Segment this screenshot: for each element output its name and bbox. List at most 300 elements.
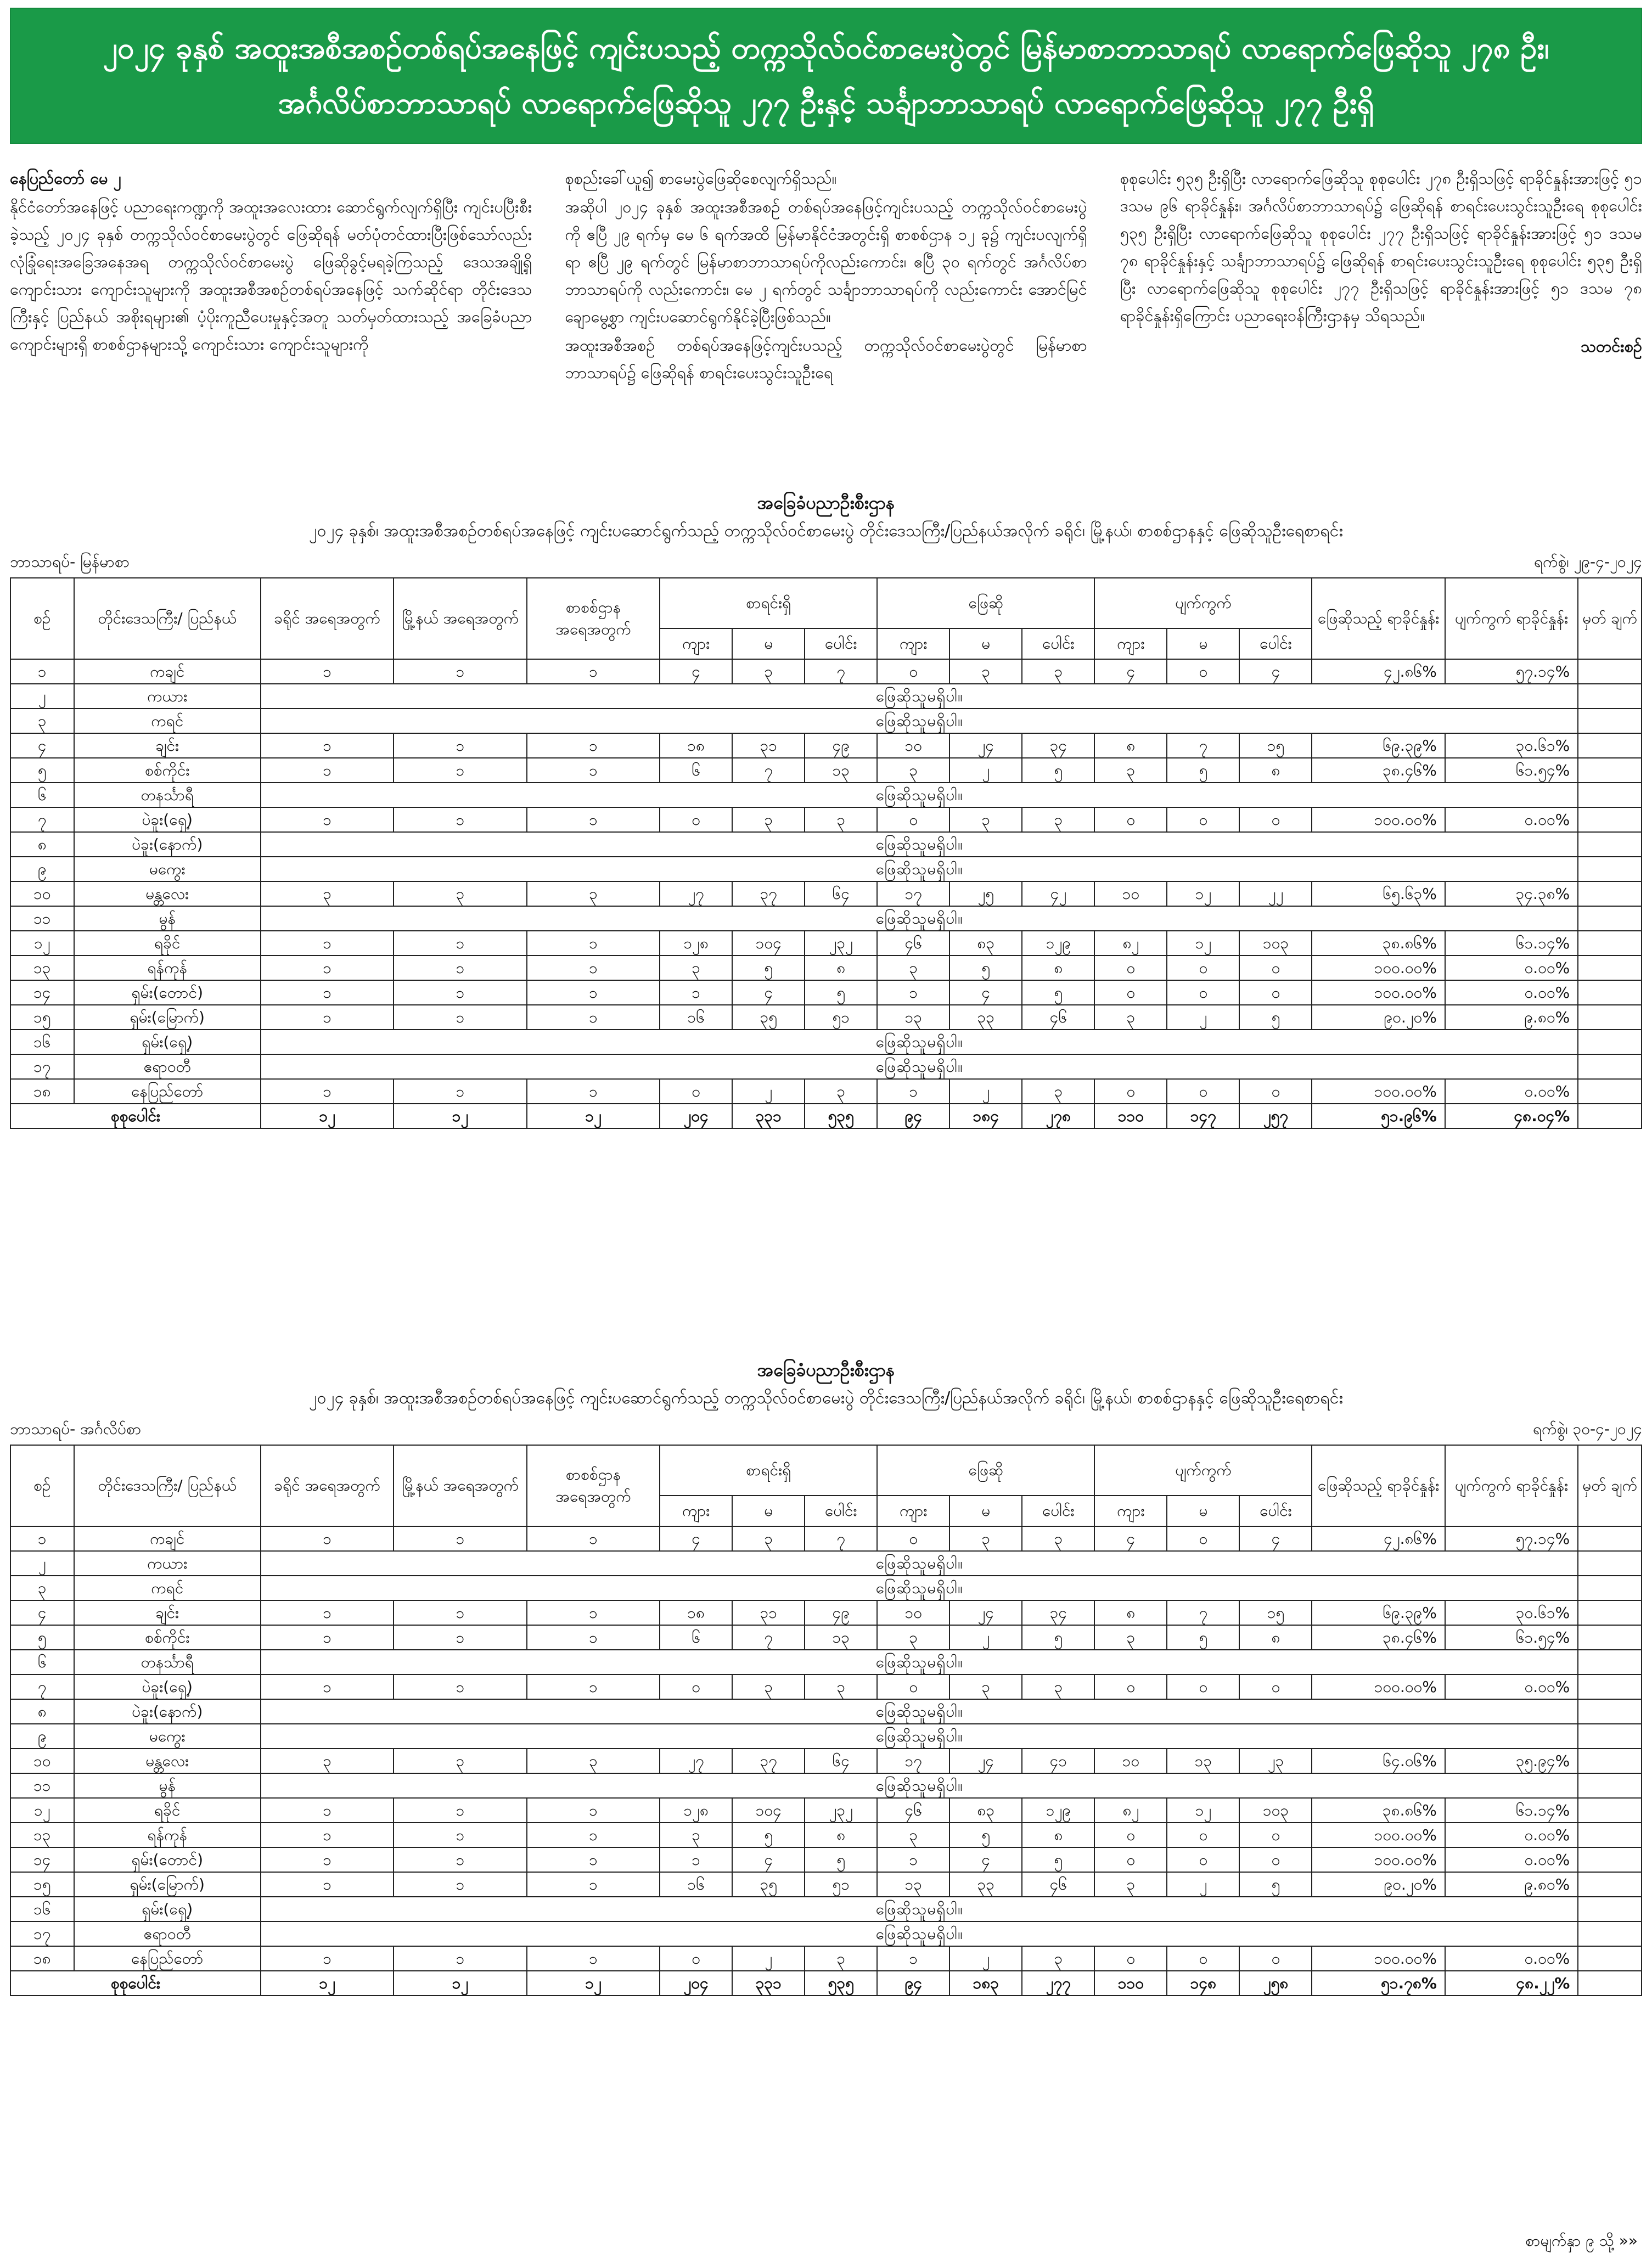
cell-rt: ၄၉ <box>805 1600 877 1625</box>
exam-date: ရက်စွဲ၊ ၃၀-၄-၂၀၂၄ <box>1532 1420 1642 1438</box>
table-row <box>10 931 1642 956</box>
total-rm: ၂၀၄ <box>660 1971 732 1996</box>
absent-percent: ၆၁.၅၄% <box>1445 1625 1578 1650</box>
remark-cell <box>1578 659 1642 684</box>
region-name: ရှမ်း(တောင်) <box>74 1847 261 1872</box>
row-number: ၅ <box>10 758 74 783</box>
cell-rt: ၃ <box>805 1674 877 1699</box>
sat-percent: ၃၈.၄၆% <box>1312 1625 1445 1650</box>
header-no: စဉ် <box>10 1445 74 1526</box>
absent-percent: ၃၀.၆၁% <box>1445 733 1578 758</box>
cell-rm: ၀ <box>660 1946 732 1971</box>
cell-rm: ၀ <box>660 807 732 832</box>
row-number: ၁၈ <box>10 1079 74 1104</box>
total-am: ၁၁၀ <box>1094 1104 1167 1128</box>
headline-banner <box>10 8 1642 144</box>
results-table <box>10 1445 1642 1996</box>
region-name: မကွေး <box>74 1724 261 1749</box>
header-row <box>10 1445 1642 1496</box>
remark-cell <box>1578 931 1642 956</box>
row-number: ၂ <box>10 1551 74 1576</box>
article-paragraph: အဆိုပါ ၂၀၂၄ ခုနှစ် အထူးအစီအစဉ် တစ်ရပ်အနေဖြင့်ကျင်းပသည့် တက္ကသိုလ်ဝင်စာမေးပွဲကို ဧပြီ ၂၉ ရက်မှ မေ ၆ ရက်အထိ မြန်မာနိုင်ငံအတွင်းရှိ စာစစ်ဌာန ၁၂ ခု၌ ကျင်းပလျက်ရှိရာ ဧပြီ ၂၉ ရက်တွင် မြန်မာစာဘာသာရပ်ကိုလည်းကောင်း၊ ဧပြီ ၃၀ ရက်တွင် အင်္ဂလိပ်စာဘာသာရပ်ကို လည်းကောင်း၊ မေ ၂ ရက်တွင် သင်္ချာဘာသာရပ်ကို လည်းကောင်း အောင်မြင်ချောမွေ့စွာ ကျင်းပဆောင်ရွက်နိုင်ခဲ့ပြီးဖြစ်သည်။ <box>565 198 1087 326</box>
table-row <box>10 1749 1642 1773</box>
cell-rm: ၆ <box>660 758 732 783</box>
header-registered: စာရင်းရှိ <box>660 1445 877 1496</box>
cell-c: ၁ <box>527 1526 660 1551</box>
region-name: ရှမ်း(ရှေ့) <box>74 1030 261 1054</box>
remark-cell <box>1578 1674 1642 1699</box>
cell-rt: ၃ <box>805 1946 877 1971</box>
cell-d: ၁ <box>261 1946 394 1971</box>
table-row <box>10 1576 1642 1600</box>
region-name: မကွေး <box>74 857 261 881</box>
cell-am: ၀ <box>1094 807 1167 832</box>
region-name: ကယား <box>74 684 261 709</box>
region-name: ကချင် <box>74 1526 261 1551</box>
cell-am: ၈ <box>1094 733 1167 758</box>
table-row <box>10 956 1642 980</box>
cell-af: ၀ <box>1167 659 1239 684</box>
cell-af: ၂ <box>1167 1005 1239 1030</box>
header-absent-percent: ပျက်ကွက် ရာခိုင်နှုန်း <box>1445 578 1578 659</box>
cell-af: ၀ <box>1167 1526 1239 1551</box>
absent-percent: ၀.၀၀% <box>1445 1847 1578 1872</box>
remark-cell <box>1578 956 1642 980</box>
row-number: ၁၅ <box>10 1005 74 1030</box>
region-name: ပဲခူး(နောက်) <box>74 1699 261 1724</box>
no-examinee-note: ဖြေဆိုသူမရှိပါ။ <box>261 1650 1578 1674</box>
article-paragraph: နိုင်ငံတော်အနေဖြင့် ပညာရေးကဏ္ဍကို အထူးအလေးထား ဆောင်ရွက်လျက်ရှိပြီး ကျင်းပပြီးစီးခဲ့သည့် ၂၀၂၄ ခုနှစ် တက္ကသိုလ်ဝင်စာမေးပွဲတွင် ဖြေဆိုရန် မတ်ပုံတင်ထားပြီးဖြစ်သော်လည်း လုံခြုံရေးအခြေအနေအရ တက္ကသိုလ်ဝင်စာမေးပွဲ ဖြေဆိုခွင့်မရခဲ့ကြသည့် ဒေသအချို့ရှိ ကျောင်းသား ကျောင်းသူများကို အထူးအစီအစဉ်တစ်ရပ်အနေဖြင့် သက်ဆိုင်ရာ တိုင်းဒေသကြီးနှင့် ပြည်နယ် အစိုးရများ၏ ပံ့ပိုးကူညီပေးမှုနှင့်အတူ သတ်မှတ်ထားသည့် အခြေခံပညာ ကျောင်းများရှိ စာစစ်ဌာနများသို့ ကျောင်းသား ကျောင်းသူများကို <box>10 198 532 353</box>
cell-at: ၂၂ <box>1239 881 1312 906</box>
region-name: ပဲခူး(ရှေ့) <box>74 1674 261 1699</box>
header-male: ကျား <box>660 1496 732 1526</box>
cell-sf: ၃ <box>949 1526 1022 1551</box>
cell-d: ၁ <box>261 980 394 1005</box>
cell-at: ၀ <box>1239 1079 1312 1104</box>
region-name: စစ်ကိုင်း <box>74 1625 261 1650</box>
cell-c: ၁ <box>527 758 660 783</box>
sat-percent: ၆၉.၃၉% <box>1312 733 1445 758</box>
table-caption: ၂၀၂၄ ခုနှစ်၊ အထူးအစီအစဉ်တစ်ရပ်အနေဖြင့် ကျင်းပဆောင်ရွက်သည့် တက္ကသိုလ်ဝင်စာမေးပွဲ တိုင်းဒေသကြီး/ပြည်နယ်အလိုက် ခရိုင်၊ မြို့နယ်၊ စာစစ်ဌာနနှင့် ဖြေဆိုသူဦးရေစာရင်း <box>309 521 1343 541</box>
cell-sf: ၂၄ <box>949 733 1022 758</box>
remark-cell <box>1578 1921 1642 1946</box>
row-number: ၁ <box>10 1526 74 1551</box>
remark-cell <box>1578 1946 1642 1971</box>
no-examinee-note: ဖြေဆိုသူမရှိပါ။ <box>261 1551 1578 1576</box>
cell-d: ၁ <box>261 931 394 956</box>
cell-at: ၀ <box>1239 1674 1312 1699</box>
region-name: ရှမ်း(ရှေ့) <box>74 1897 261 1921</box>
cell-sm: ၁၇ <box>877 1749 949 1773</box>
row-number: ၁၆ <box>10 1030 74 1054</box>
cell-at: ၀ <box>1239 807 1312 832</box>
cell-st: ၃၄ <box>1022 733 1094 758</box>
remark-cell <box>1578 1551 1642 1576</box>
cell-st: ၃ <box>1022 1079 1094 1104</box>
region-name: ကရင် <box>74 1576 261 1600</box>
cell-at: ၅ <box>1239 1872 1312 1897</box>
region-name: နေပြည်တော် <box>74 1946 261 1971</box>
cell-t: ၁ <box>394 980 526 1005</box>
cell-d: ၁ <box>261 1798 394 1823</box>
row-number: ၁၃ <box>10 956 74 980</box>
cell-af: ၀ <box>1167 807 1239 832</box>
cell-d: ၁ <box>261 1674 394 1699</box>
header-female: မ <box>949 1496 1022 1526</box>
row-number: ၄ <box>10 1600 74 1625</box>
cell-c: ၁ <box>527 1005 660 1030</box>
cell-rf: ၁၀၄ <box>732 931 805 956</box>
remark-cell <box>1578 1005 1642 1030</box>
cell-af: ၅ <box>1167 1625 1239 1650</box>
cell-af: ၀ <box>1167 956 1239 980</box>
cell-am: ၄ <box>1094 1526 1167 1551</box>
total-at: ၂၅၇ <box>1239 1104 1312 1128</box>
cell-sf: ၅ <box>949 956 1022 980</box>
cell-af: ၁၂ <box>1167 881 1239 906</box>
cell-d: ၁ <box>261 1847 394 1872</box>
no-examinee-note: ဖြေဆိုသူမရှိပါ။ <box>261 1030 1578 1054</box>
row-number: ၁၆ <box>10 1897 74 1921</box>
dateline: နေပြည်တော် မေ ၂ <box>10 169 121 188</box>
cell-rm: ၁၂၈ <box>660 931 732 956</box>
cell-af: ၀ <box>1167 980 1239 1005</box>
cell-st: ၁၂၉ <box>1022 1798 1094 1823</box>
region-name: တနင်္သာရီ <box>74 783 261 807</box>
header-male: ကျား <box>877 1496 949 1526</box>
cell-d: ၁ <box>261 1823 394 1847</box>
table-row <box>10 1054 1642 1079</box>
remark-cell <box>1578 709 1642 733</box>
region-name: ကချင် <box>74 659 261 684</box>
table-row <box>10 1773 1642 1798</box>
header-male: ကျား <box>1094 628 1167 659</box>
total-rt: ၅၃၅ <box>805 1104 877 1128</box>
cell-sm: ၃ <box>877 758 949 783</box>
no-examinee-note: ဖြေဆိုသူမရှိပါ။ <box>261 1724 1578 1749</box>
cell-rt: ၃ <box>805 807 877 832</box>
absent-percent: ၀.၀၀% <box>1445 1823 1578 1847</box>
cell-sm: ၁၃ <box>877 1872 949 1897</box>
cell-d: ၁ <box>261 758 394 783</box>
sat-percent: ၁၀၀.၀၀% <box>1312 1847 1445 1872</box>
row-number: ၇ <box>10 1674 74 1699</box>
cell-rf: ၃ <box>732 1526 805 1551</box>
table-meta <box>10 1416 1642 1442</box>
cell-t: ၁ <box>394 1798 526 1823</box>
cell-am: ၃ <box>1094 1005 1167 1030</box>
total-row <box>10 1104 1642 1128</box>
table-row <box>10 684 1642 709</box>
sat-percent: ၁၀၀.၀၀% <box>1312 1823 1445 1847</box>
cell-af: ၀ <box>1167 1079 1239 1104</box>
region-name: ရှမ်း(မြောက်) <box>74 1005 261 1030</box>
cell-t: ၃ <box>394 1749 526 1773</box>
article-column-3 <box>1120 165 1642 472</box>
region-name: ကရင် <box>74 709 261 733</box>
no-examinee-note: ဖြေဆိုသူမရှိပါ။ <box>261 783 1578 807</box>
sat-percent: ၁၀၀.၀၀% <box>1312 980 1445 1005</box>
subject-label: ဘာသာရပ်- အင်္ဂလိပ်စာ <box>10 1420 142 1438</box>
total-absent-percent: ၄၈.၀၄% <box>1445 1104 1578 1128</box>
table-row <box>10 1551 1642 1576</box>
total-t: ၁၂ <box>394 1104 526 1128</box>
cell-sm: ၁၃ <box>877 1005 949 1030</box>
cell-d: ၁ <box>261 956 394 980</box>
row-number: ၁၄ <box>10 980 74 1005</box>
total-sf: ၁၈၃ <box>949 1971 1022 1996</box>
header-absent: ပျက်ကွက် <box>1094 578 1312 628</box>
cell-rm: ၁၈ <box>660 1600 732 1625</box>
cell-c: ၁ <box>527 956 660 980</box>
no-examinee-note: ဖြေဆိုသူမရှိပါ။ <box>261 1921 1578 1946</box>
cell-am: ၁၀ <box>1094 1749 1167 1773</box>
row-number: ၇ <box>10 807 74 832</box>
cell-rt: ၅ <box>805 1847 877 1872</box>
remark-cell <box>1578 783 1642 807</box>
cell-t: ၁ <box>394 1872 526 1897</box>
cell-am: ၀ <box>1094 980 1167 1005</box>
total-sm: ၉၄ <box>877 1104 949 1128</box>
region-name: မန္တလေး <box>74 881 261 906</box>
header-total: ပေါင်း <box>1022 1496 1094 1526</box>
cell-sf: ၃၃ <box>949 1005 1022 1030</box>
region-name: ရခိုင် <box>74 1798 261 1823</box>
header-region: တိုင်းဒေသကြီး/ ပြည်နယ် <box>74 578 261 659</box>
cell-rf: ၁၀၄ <box>732 1798 805 1823</box>
cell-at: ၁၅ <box>1239 1600 1312 1625</box>
cell-c: ၁ <box>527 1600 660 1625</box>
remark-cell <box>1578 906 1642 931</box>
article-column-1 <box>10 165 532 472</box>
subject-label: ဘာသာရပ်- မြန်မာစာ <box>10 553 130 571</box>
table-body <box>10 659 1642 1128</box>
cell-af: ၀ <box>1167 1946 1239 1971</box>
header-sat: ဖြေဆို <box>877 578 1094 628</box>
sat-percent: ၁၀၀.၀၀% <box>1312 1674 1445 1699</box>
row-number: ၉ <box>10 1724 74 1749</box>
row-number: ၁၇ <box>10 1921 74 1946</box>
remark-cell <box>1578 1625 1642 1650</box>
no-examinee-note: ဖြေဆိုသူမရှိပါ။ <box>261 832 1578 857</box>
cell-am: ၃ <box>1094 758 1167 783</box>
table-row <box>10 709 1642 733</box>
region-name: တနင်္သာရီ <box>74 1650 261 1674</box>
region-name: ချင်း <box>74 733 261 758</box>
cell-rf: ၃၁ <box>732 1600 805 1625</box>
cell-d: ၁ <box>261 1079 394 1104</box>
cell-rf: ၃၅ <box>732 1872 805 1897</box>
remark-cell <box>1578 1600 1642 1625</box>
cell-am: ၃ <box>1094 1872 1167 1897</box>
cell-sf: ၂၅ <box>949 881 1022 906</box>
headline-line-2: အင်္ဂလိပ်စာဘာသာရပ် လာရောက်ဖြေဆိုသူ ၂၇၇ ဦးနှင့် သင်္ချာဘာသာရပ် လာရောက်ဖြေဆိုသူ ၂၇၇ ဦးရှိ <box>278 86 1374 120</box>
sat-percent: ၃၈.၈၆% <box>1312 931 1445 956</box>
cell-rt: ၂၃၂ <box>805 1798 877 1823</box>
total-rt: ၅၃၅ <box>805 1971 877 1996</box>
absent-percent: ၆၁.၁၄% <box>1445 1798 1578 1823</box>
header-total: ပေါင်း <box>1022 628 1094 659</box>
cell-c: ၃ <box>527 1749 660 1773</box>
cell-sm: ၁၀ <box>877 1600 949 1625</box>
cell-t: ၁ <box>394 1600 526 1625</box>
cell-am: ၃ <box>1094 1625 1167 1650</box>
cell-st: ၄၆ <box>1022 1872 1094 1897</box>
results-table <box>10 577 1642 1129</box>
cell-rm: ၁၆ <box>660 1005 732 1030</box>
remark-cell <box>1578 1823 1642 1847</box>
table-row <box>10 1946 1642 1971</box>
cell-rf: ၃ <box>732 807 805 832</box>
header-female: မ <box>1167 628 1239 659</box>
row-number: ၁၃ <box>10 1823 74 1847</box>
cell-c: ၁ <box>527 1946 660 1971</box>
no-examinee-note: ဖြေဆိုသူမရှိပါ။ <box>261 906 1578 931</box>
cell-t: ၁ <box>394 1526 526 1551</box>
header-remark: မှတ် ချက် <box>1578 1445 1642 1526</box>
cell-am: ၀ <box>1094 1946 1167 1971</box>
no-examinee-note: ဖြေဆိုသူမရှိပါ။ <box>261 1699 1578 1724</box>
cell-sf: ၃၃ <box>949 1872 1022 1897</box>
cell-sf: ၃ <box>949 807 1022 832</box>
region-name: ဧရာဝတီ <box>74 1054 261 1079</box>
absent-percent: ၀.၀၀% <box>1445 956 1578 980</box>
no-examinee-note: ဖြေဆိုသူမရှိပါ။ <box>261 709 1578 733</box>
cell-c: ၁ <box>527 733 660 758</box>
cell-rt: ၅ <box>805 980 877 1005</box>
cell-af: ၁၂ <box>1167 931 1239 956</box>
row-number: ၁၂ <box>10 931 74 956</box>
cell-sf: ၄ <box>949 980 1022 1005</box>
remark-cell <box>1578 857 1642 881</box>
row-number: ၉ <box>10 857 74 881</box>
header-total: ပေါင်း <box>1239 628 1312 659</box>
cell-d: ၃ <box>261 1749 394 1773</box>
cell-rm: ၃ <box>660 956 732 980</box>
cell-sm: ၀ <box>877 807 949 832</box>
cell-sf: ၂ <box>949 758 1022 783</box>
no-examinee-note: ဖြေဆိုသူမရှိပါ။ <box>261 1773 1578 1798</box>
cell-at: ၂၃ <box>1239 1749 1312 1773</box>
no-examinee-note: ဖြေဆိုသူမရှိပါ။ <box>261 1897 1578 1921</box>
cell-rt: ၆၄ <box>805 1749 877 1773</box>
cell-sf: ၄ <box>949 1847 1022 1872</box>
table-row <box>10 733 1642 758</box>
region-name: ဧရာဝတီ <box>74 1921 261 1946</box>
table-row <box>10 1674 1642 1699</box>
remark-cell <box>1578 684 1642 709</box>
absent-percent: ၅၇.၁၄% <box>1445 659 1578 684</box>
absent-percent: ၃၄.၃၈% <box>1445 881 1578 906</box>
cell-sf: ၈၃ <box>949 931 1022 956</box>
cell-c: ၁ <box>527 1798 660 1823</box>
cell-rt: ၁၃ <box>805 1625 877 1650</box>
total-at: ၂၅၈ <box>1239 1971 1312 1996</box>
row-number: ၃ <box>10 709 74 733</box>
region-name: ပဲခူး(ရှေ့) <box>74 807 261 832</box>
region-name: ချင်း <box>74 1600 261 1625</box>
remark-cell <box>1578 1576 1642 1600</box>
table-row <box>10 857 1642 881</box>
table-row <box>10 807 1642 832</box>
row-number: ၁၁ <box>10 906 74 931</box>
remark-cell <box>1578 1847 1642 1872</box>
cell-rf: ၃ <box>732 1674 805 1699</box>
cell-t: ၁ <box>394 1625 526 1650</box>
table-row <box>10 1823 1642 1847</box>
table-row <box>10 1847 1642 1872</box>
total-rf: ၃၃၁ <box>732 1971 805 1996</box>
remark-cell <box>1578 980 1642 1005</box>
header-registered: စာရင်းရှိ <box>660 578 877 628</box>
sat-percent: ၉၀.၂၀% <box>1312 1872 1445 1897</box>
sat-percent: ၆၄.၀၆% <box>1312 1749 1445 1773</box>
cell-sm: ၃ <box>877 1625 949 1650</box>
table-body <box>10 1526 1642 1996</box>
cell-st: ၃ <box>1022 1674 1094 1699</box>
cell-rt: ၁၃ <box>805 758 877 783</box>
cell-rt: ၇ <box>805 659 877 684</box>
total-am: ၁၁၀ <box>1094 1971 1167 1996</box>
exam-date: ရက်စွဲ၊ ၂၉-၄-၂၀၂၄ <box>1533 553 1642 571</box>
header-female: မ <box>732 1496 805 1526</box>
cell-rm: ၄ <box>660 659 732 684</box>
region-name: နေပြည်တော် <box>74 1079 261 1104</box>
header-districts: ခရိုင် အရေအတွက် <box>261 1445 394 1526</box>
cell-rt: ၅၁ <box>805 1872 877 1897</box>
table-row <box>10 980 1642 1005</box>
cell-rm: ၂၇ <box>660 881 732 906</box>
cell-sm: ၃ <box>877 956 949 980</box>
header-townships: မြို့နယ် အရေအတွက် <box>394 578 526 659</box>
row-number: ၂ <box>10 684 74 709</box>
row-number: ၁၄ <box>10 1847 74 1872</box>
remark-cell <box>1578 1773 1642 1798</box>
total-label: စုစုပေါင်း <box>10 1971 261 1996</box>
row-number: ၈ <box>10 832 74 857</box>
cell-af: ၇ <box>1167 1600 1239 1625</box>
absent-percent: ၃၅.၉၄% <box>1445 1749 1578 1773</box>
row-number: ၅ <box>10 1625 74 1650</box>
cell-c: ၁ <box>527 980 660 1005</box>
cell-sf: ၂ <box>949 1625 1022 1650</box>
cell-rm: ၁ <box>660 980 732 1005</box>
cell-at: ၀ <box>1239 1823 1312 1847</box>
remark-cell <box>1578 1699 1642 1724</box>
region-name: မွန် <box>74 1773 261 1798</box>
cell-rm: ၀ <box>660 1079 732 1104</box>
cell-sm: ၃ <box>877 1823 949 1847</box>
table-row <box>10 906 1642 931</box>
remark-cell <box>1578 1971 1642 1996</box>
cell-at: ၀ <box>1239 1946 1312 1971</box>
cell-st: ၅ <box>1022 758 1094 783</box>
sat-percent: ၃၈.၈၆% <box>1312 1798 1445 1823</box>
total-sat-percent: ၅၁.၇၈% <box>1312 1971 1445 1996</box>
absent-percent: ၀.၀၀% <box>1445 980 1578 1005</box>
sat-percent: ၆၉.၃၉% <box>1312 1600 1445 1625</box>
cell-c: ၁ <box>527 1079 660 1104</box>
absent-percent: ၀.၀၀% <box>1445 1946 1578 1971</box>
sat-percent: ၄၂.၈၆% <box>1312 1526 1445 1551</box>
row-number: ၁၀ <box>10 881 74 906</box>
cell-at: ၈ <box>1239 1625 1312 1650</box>
no-examinee-note: ဖြေဆိုသူမရှိပါ။ <box>261 1054 1578 1079</box>
cell-st: ၈ <box>1022 956 1094 980</box>
cell-c: ၃ <box>527 881 660 906</box>
cell-sm: ၁ <box>877 980 949 1005</box>
cell-c: ၁ <box>527 659 660 684</box>
